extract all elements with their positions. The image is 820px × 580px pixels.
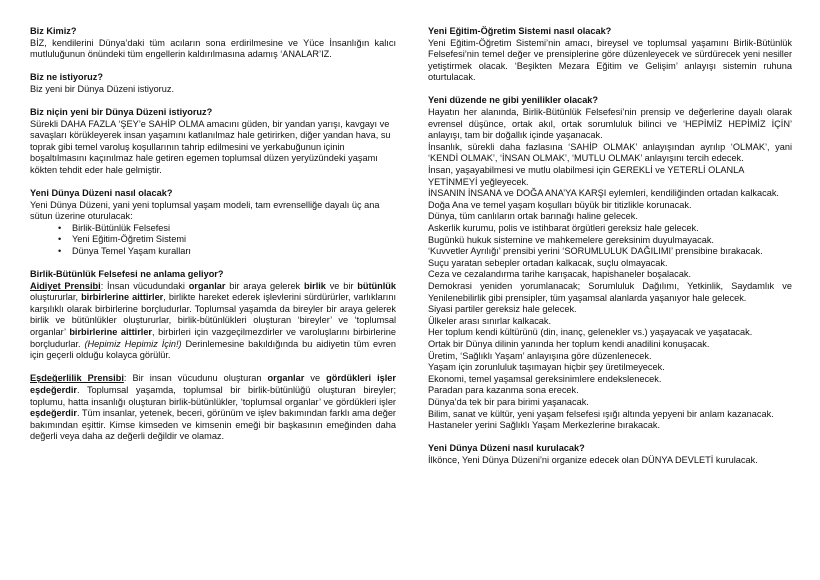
section-kurulus — [428, 443, 792, 466]
section-body: BİZ, kendilerini Dünya’daki tüm acıların sona erdirilmesine ve Yüce İnsanlığın kalıcı mutluluğunun önündeki tüm engellerin kaldırılmasına adamış ‘ANALAR’IZ. — [30, 37, 396, 60]
text: . Tüm insanlar, yetenek, beceri, görünüm ve işlev bakımından farklı ama değer bakımından eşittir. Kimse kimseden ve kimsenin emeği bir başkasının emeğinden daha değerli veya daha az değerli değildir ve olamaz. — [30, 408, 396, 442]
list-item: Paradan para kazanma sona erecek. — [428, 385, 579, 396]
section-heading: Yeni Dünya Düzeni nasıl olacak? — [30, 188, 173, 199]
section-body: Sürekli DAHA FAZLA ‘ŞEY’e SAHİP OLMA amacını güden, bir yandan yarışı, kavgayı ve savaşları körükleyerek insan yaşamını katlanılmaz hale getirirken, diğer yandan hava, su toprak gibi temel varoluş koşullarının tahrip edilmesini ve yerkabuğunun içinin boşaltılmasını kaçınılmaz hale getiren egemen toplumsal düzen yeryüzündeki yaşamı kökten tehdit eder hale gelmiştir. — [30, 118, 391, 175]
text: , birbirleri için vazgeçilmezdirler ve varoluşlarını birbirlerine borçludurlar. — [30, 327, 396, 349]
list-item: Dünya, tüm canlıların ortak barınağı haline gelecek. — [428, 211, 638, 222]
text: bir araya gelerek — [225, 280, 304, 291]
section-heading: Yeni düzende ne gibi yenilikler olacak? — [428, 95, 599, 106]
pillars-list — [30, 223, 396, 258]
section-heading: Biz niçin yeni bir Dünya Düzeni istiyoruz? — [30, 106, 213, 117]
section-felsefe — [30, 269, 396, 443]
emphasis: birlik — [303, 280, 326, 291]
section-egitim — [428, 26, 792, 84]
text: ve — [304, 373, 327, 384]
list-item: Yaşam için zorunluluk taşımayan hiçbir şey üretilmeyecek. — [428, 362, 665, 373]
text: , birlikte hareket ederek işlevlerini sürdürürler, varlıklarını karşılıklı olarak birbirlerine borçludurlar. Toplumsal yaşamda da bireyler bir araya gelerek birlik ve bütünlükler oluştururlar, birlik-bütünlükleri oluşturan ‘bireyler’ ve ‘toplumsal organlar’ — [30, 292, 396, 338]
text: : İnsan vücudundaki — [100, 280, 189, 291]
list-item: ‘Kuvvetler Ayrılığı’ prensibi yerini ‘SORUMLULUK DAĞILIMI’ prensibine bırakacak. — [428, 246, 763, 257]
left-column — [30, 26, 396, 454]
section-biz-kimiz — [30, 26, 396, 61]
section-body: Yeni Dünya Düzeni, yani yeni toplumsal yaşam modeli, tam evrenselliğe dayalı üç ana sütun üzerine oturulacak: — [30, 199, 380, 222]
list-item: Üretim, ‘Sağlıklı Yaşam’ anlayışına göre düzenlenecek. — [428, 350, 652, 361]
list-item: İnsanlık, sürekli daha fazlasına ‘SAHİP OLMAK’ anlayışından ayrılıp ‘OLMAK’, yani ‘KENDİ OLMAK’, ‘İNSAN OLMAK’, ‘MUTLU OLMAK’ anlayışını tercih edecek. — [428, 141, 792, 164]
section-intro: Hayatın her alanında, Birlik-Bütünlük Felsefesi’nin prensip ve değerlerine dayalı olarak evrensel düşünce, ortak akıl, ortak sorumluluk bilinci ve ‘HEPİMİZ HEPİMİZ İÇİN’ anlayışı, tam bir doğallık içinde yaşanacak. — [428, 107, 792, 141]
section-biz-ne-istiyoruz — [30, 72, 396, 95]
esdegerlilik-paragraph — [30, 373, 396, 443]
aidiyet-paragraph — [30, 281, 396, 362]
term: Aidiyet Prensibi — [30, 280, 101, 291]
right-column — [428, 26, 792, 478]
section-heading: Birlik-Bütünlük Felsefesi ne anlama geliyor? — [30, 269, 224, 280]
emphasis: bütünlük — [357, 280, 397, 291]
list-item: Siyasi partiler gereksiz hale gelecek. — [428, 304, 577, 315]
list-item: Suçu yaratan sebepler ortadan kalkacak, suçlu olmayacak. — [428, 257, 668, 268]
text: . Toplumsal yaşamda, toplumsal bir birlik-bütünlüğü oluşturan bireyler; toplumu, hatta insanlığı oluşturan birlik-bütünlükler, ‘toplumsal organlar’ ve gördükleri işler — [30, 384, 396, 407]
emphasis: organlar — [188, 280, 226, 291]
list-item: • Dünya Temel Yaşam kuralları — [72, 246, 396, 258]
list-item: Hastaneler yerini Sağlıklı Yaşam Merkezlerine bırakacak. — [428, 420, 660, 431]
list-item: Dünya’da tek bir para birimi yaşanacak. — [428, 396, 589, 407]
list-item: • Birlik-Bütünlük Felsefesi — [72, 223, 396, 235]
term: Eşdeğerlilik Prensibi — [30, 373, 124, 384]
text: : Bir insan vücudunu oluşturan — [123, 373, 268, 384]
list-item: Ekonomi, temel yaşamsal gereksinimlere endekslenecek. — [428, 373, 662, 384]
list-item: Bugünkü hukuk sistemine ve mahkemelere gereksinim duyulmayacak. — [428, 234, 714, 245]
emphasis: gördükleri işler eşdeğerdir — [30, 373, 396, 395]
list-item: Doğa Ana ve temel yaşam koşulları büyük bir titizlikle korunacak. — [428, 199, 692, 210]
emphasis: birbirlerine aittirler — [81, 292, 164, 303]
list-item: Bilim, sanat ve kültür, yeni yaşam felsefesi ışığı altında yepyeni bir anlam kazanacak. — [428, 408, 774, 419]
section-body: Biz yeni bir Dünya Düzeni istiyoruz. — [30, 83, 174, 94]
section-heading: Biz Kimiz? — [30, 26, 77, 36]
section-body: Yeni Eğitim-Öğretim Sistemi’nin amacı, bireysel ve toplumsal yaşamını Birlik-Bütünlük Felsefesi’nin temel değer ve prensiplerine göre düzenleyecek ve sürdürecek yeni nesiller yetiştirmek olacak. ‘Beşikten Mezara Eğitim ve Gelişim’ anlayışı sistemin ruhuna oturtulacak. — [428, 37, 792, 83]
text: ve bir — [325, 280, 358, 291]
section-body: İlkönce, Yeni Dünya Düzeni’ni organize edecek olan DÜNYA DEVLETİ kurulacak. — [428, 454, 758, 465]
section-neden — [30, 107, 396, 177]
list-item: Demokrasi yeniden yorumlanacak; Sorumluluk Dağılımı, Yetkinlik, Saydamlık ve Yenilenebilirlik gibi prensipler, tüm yaşamsal alanlarda yaşanıyor hale gelecek. — [428, 280, 792, 303]
list-item: Askerlik kurumu, polis ve istihbarat örgütleri gereksiz hale gelecek. — [428, 223, 699, 233]
text: Derinlemesine bakıldığında bu aidiyetin tüm evren için geçerli olduğu kolayca görülür. — [30, 338, 396, 361]
list-item: İnsan, yaşayabilmesi ve mutlu olabilmesi için GEREKLİ ve YETERLİ OLANLA YETİNMEYİ yeğleyecek. — [428, 165, 744, 187]
section-heading: Yeni Eğitim-Öğretim Sistemi nasıl olacak? — [428, 26, 612, 36]
section-heading: Yeni Dünya Düzeni nasıl kurulacak? — [428, 443, 585, 454]
list-item: Ortak bir Dünya dilinin yanında her toplum kendi anadilini konuşacak. — [428, 338, 710, 349]
emphasis: birbirlerine aittirler — [69, 327, 153, 338]
list-item: • Yeni Eğitim-Öğretim Sistemi — [72, 234, 396, 246]
list-item: Ülkeler arası sınırlar kalkacak. — [428, 315, 552, 326]
section-heading: Biz ne istiyoruz? — [30, 72, 103, 83]
section-yeni-duzen — [30, 188, 396, 258]
emphasis: eşdeğerdir — [30, 408, 77, 419]
emphasis: organlar — [267, 373, 305, 384]
list-item: Her toplum kendi kültürünü (din, inanç, gelenekler vs.) yaşayacak ve yaşatacak. — [428, 327, 753, 338]
text: oluştururlar, — [30, 292, 82, 303]
section-yenilikler — [428, 95, 792, 431]
list-item: Ceza ve cezalandırma tarihe karışacak, hapishaneler boşalacak. — [428, 269, 692, 280]
italic-note: (Hepimiz Hepimiz İçin!) — [84, 338, 182, 349]
list-item: İNSANIN İNSANA ve DOĞA ANA’YA KARŞI eylemleri, kendiliğinden ortadan kalkacak. — [428, 188, 779, 199]
